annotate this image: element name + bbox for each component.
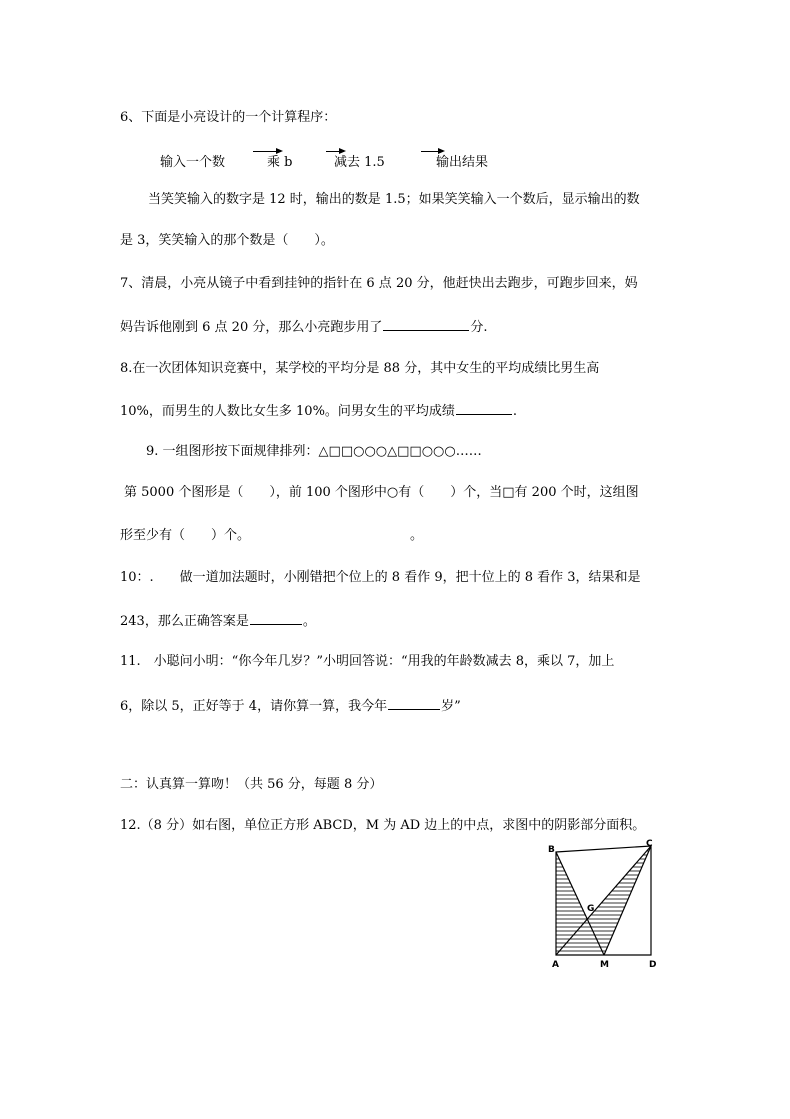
q8-text: 10%，而男生的人数比女生多 10%。问男女生的平均成绩 (120, 404, 455, 419)
q10-text-end: 。 (302, 614, 316, 629)
answer-blank[interactable] (456, 402, 512, 415)
label-a: A (552, 960, 559, 970)
q9-line1: 9. 一组图形按下面规律排列：△□□○○○△□□○○○…… (146, 444, 482, 459)
q9-line3-tail: 。 (410, 528, 424, 543)
q11-line1: 11. 小聪问小明：“你今年几岁？”小明回答说：“用我的年龄数减去 8，乘以 7，加上 (120, 654, 615, 669)
q10-text: 243，那么正确答案是 (120, 614, 249, 629)
label-d: D (649, 960, 657, 970)
label-c: C (646, 839, 653, 849)
q7-line1: 7、清晨，小亮从镜子中看到挂钟的指针在 6 点 20 分，他赶快出去跑步，可跑步回来，妈 (120, 276, 638, 291)
q9-line3: 形至少有（ ）个。 (120, 528, 251, 543)
q6-title: 6、下面是小亮设计的一个计算程序： (120, 110, 337, 125)
q7-text-end: 分. (470, 320, 488, 335)
shaded-triangle-right (588, 846, 651, 955)
q11-line2 (120, 697, 461, 715)
q12-line1: 12.（8 分）如右图，单位正方形 ABCD，M 为 AD 边上的中点，求图中的阴影部分面积。 (120, 818, 646, 833)
answer-blank[interactable] (383, 318, 469, 331)
q11-text: 6，除以 5，正好等于 4，请你算一算，我今年 (120, 699, 388, 714)
q11-text-end: 岁” (441, 699, 461, 714)
q10-line1: 10：. 做一道加法题时，小刚错把个位上的 8 看作 9，把十位上的 8 看作 3，结果和是 (120, 570, 641, 585)
flow-step-input: 输入一个数 (160, 155, 226, 170)
label-m: M (600, 960, 609, 970)
flow-step-multiply: 乘 b (267, 155, 293, 170)
q10-line2 (120, 612, 316, 630)
q6-line1: 当笑笑输入的数字是 12 时，输出的数是 1.5；如果笑笑输入一个数后，显示输出的数 (148, 192, 640, 207)
flow-step-subtract: 减去 1.5 (334, 155, 385, 170)
label-b: B (548, 845, 555, 855)
flow-step-output: 输出结果 (436, 155, 489, 170)
answer-blank[interactable] (250, 612, 302, 625)
answer-blank[interactable] (388, 697, 440, 710)
q8-line2 (120, 402, 517, 420)
square-geometry-figure (543, 838, 665, 970)
q6-line2: 是 3，笑笑输入的那个数是（ ）。 (120, 233, 334, 248)
label-g: G (587, 904, 595, 914)
q8-line1: 8.在一次团体知识竞赛中，某学校的平均分是 88 分，其中女生的平均成绩比男生高 (120, 361, 600, 376)
section-heading: 二：认真算一算吻！（共 56 分，每题 8 分） (120, 777, 383, 792)
q9-line2: 第 5000 个图形是（ ），前 100 个图形中○有（ ）个，当□有 200 个时，这组图 (124, 485, 639, 500)
q8-text-end: . (512, 404, 518, 419)
q7-line2 (120, 318, 487, 336)
q7-text: 妈告诉他刚到 6 点 20 分，那么小亮跑步用了 (120, 320, 383, 335)
